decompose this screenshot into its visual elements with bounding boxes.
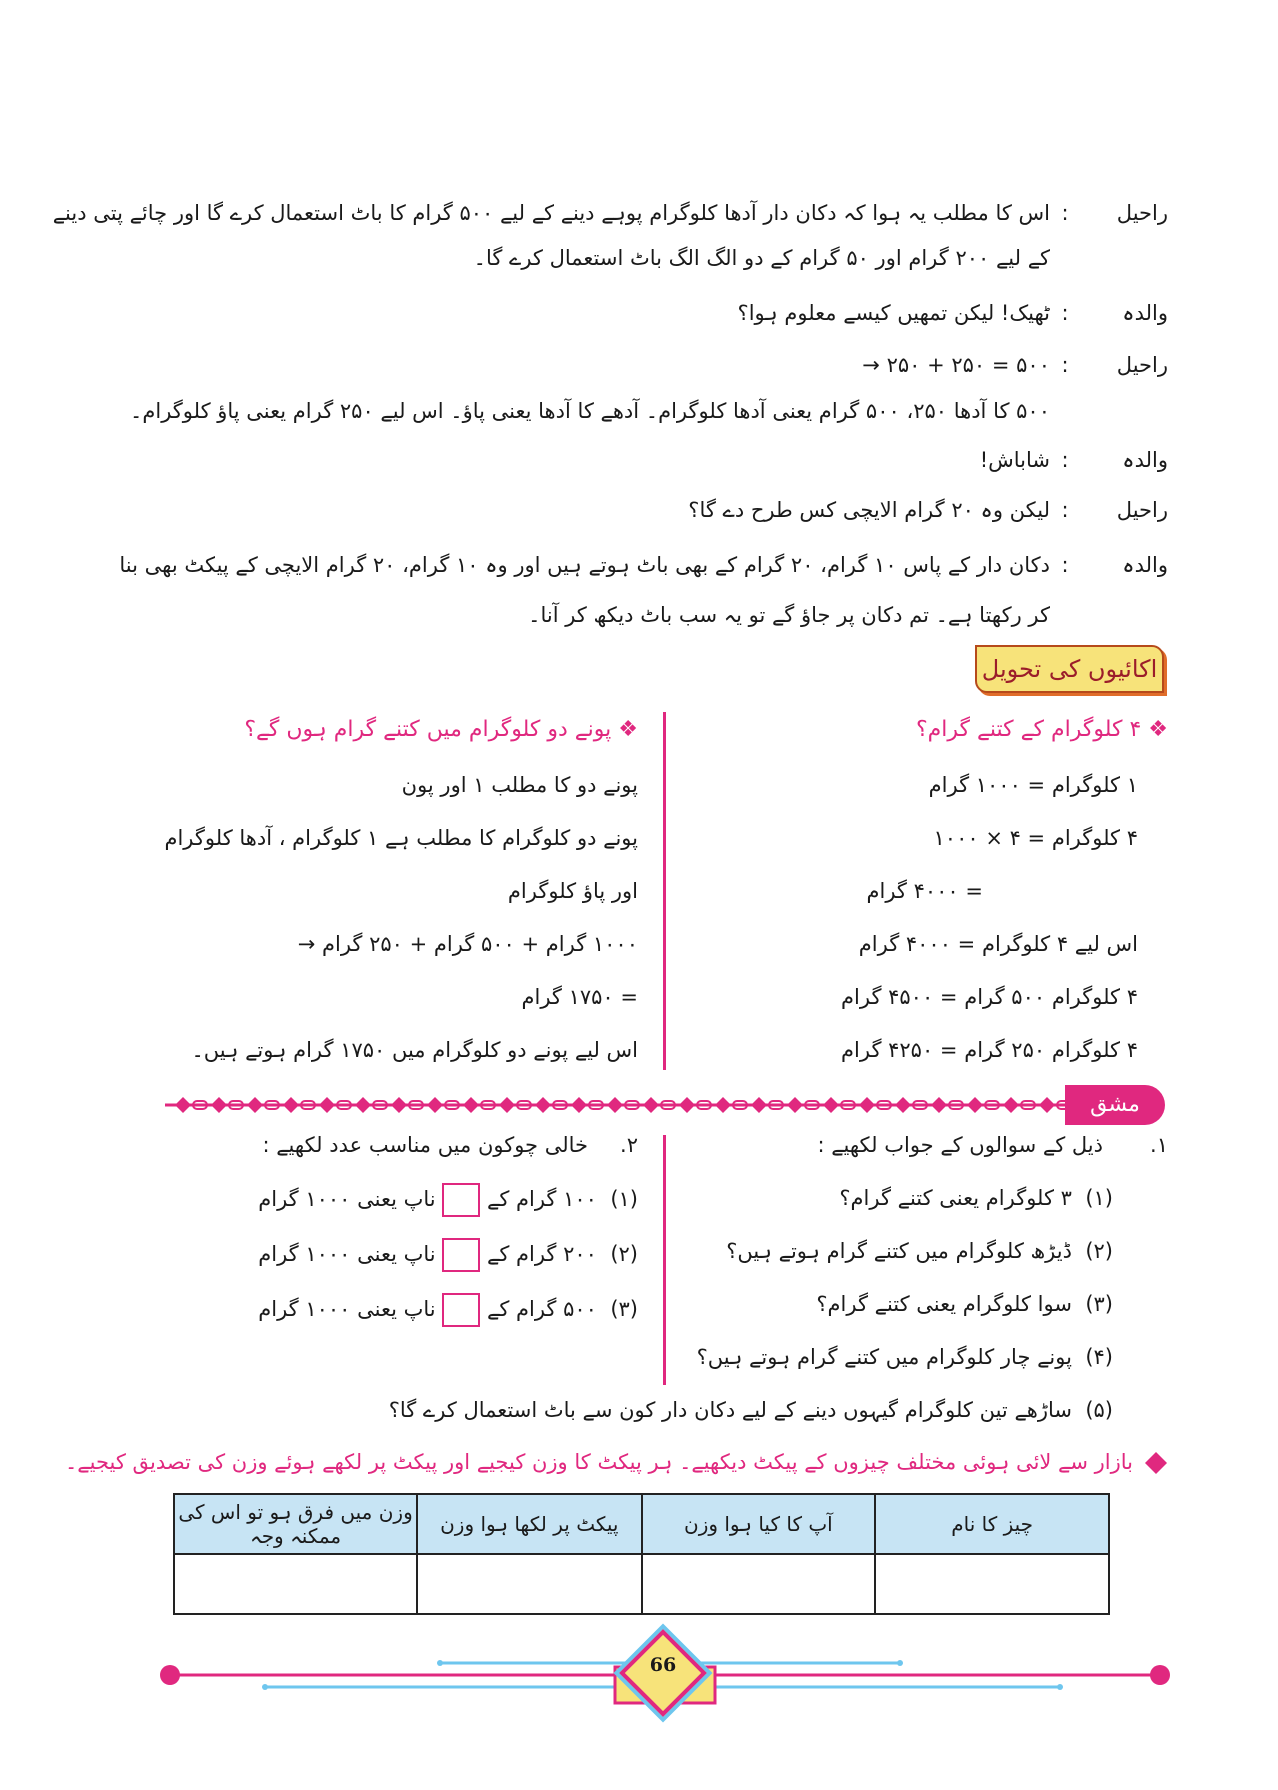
table-cell[interactable] [875, 1554, 1109, 1614]
chain-bead [643, 1097, 659, 1113]
table-header: آپ کا کیا ہوا وزن [642, 1494, 876, 1554]
dialog-line: راحیل:۵۰۰ = ۲۵۰ + ۲۵۰ → [862, 350, 1168, 380]
dialog-line [528, 600, 1050, 630]
answer-box[interactable] [442, 1293, 480, 1327]
calc-line: = ۱۷۵۰ گرام [521, 985, 638, 1009]
dialog-line: والدہ:دکان دار کے پاس ۱۰ گرام، ۲۰ گرام کے بھی باٹ ہوتے ہیں اور وہ ۱۰ گرام، ۲۰ گرام الایچی کے پیکٹ بھی بنا [119, 550, 1168, 580]
question-number: ۱. [1150, 1133, 1168, 1157]
chain-bead [391, 1097, 407, 1113]
calc-line: ۴ کلوگرام = ۴ × ۱۰۰۰ [933, 826, 1138, 850]
calc-line: اور پاؤ کلوگرام [507, 879, 638, 903]
speaker-name: راحیل [1116, 498, 1168, 522]
chain-bead [751, 1097, 767, 1113]
section-heading-text: اکائیوں کی تحویل [981, 655, 1158, 683]
list-item: (۴) پونے چار کلوگرام میں کتنے گرام ہوتے ہیں؟ [696, 1345, 1113, 1369]
chain-bead [1039, 1097, 1055, 1113]
chain-bead [571, 1097, 587, 1113]
chain-bead [823, 1097, 839, 1113]
list-item: (۳) سوا کلوگرام یعنی کتنے گرام؟ [816, 1292, 1113, 1316]
calc-line: اس لیے ۴ کلوگرام = ۴۰۰۰ گرام [858, 932, 1138, 956]
dialog-text: کر رکھتا ہے۔ تم دکان پر جاؤ گے تو یہ سب باٹ دیکھ کر آنا۔ [528, 603, 1050, 627]
list-item: (۲) ڈیڑھ کلوگرام میں کتنے گرام ہوتے ہیں؟ [726, 1239, 1113, 1263]
weight-table [173, 1493, 1110, 1615]
dialog-text: ٹھیک! لیکن تمھیں کیسے معلوم ہوا؟ [737, 301, 1050, 325]
dialog-line [130, 396, 1050, 426]
chain-bead [679, 1097, 695, 1113]
speaker-name: راحیل [1116, 201, 1168, 225]
chain-bead [247, 1097, 263, 1113]
block-title: ❖ پونے دو کلوگرام میں کتنے گرام ہوں گے؟ [244, 717, 638, 742]
dialog-text: لیکن وہ ۲۰ گرام الایچی کس طرح دے گا؟ [688, 498, 1050, 522]
chain-bead [715, 1097, 731, 1113]
dialog-line: والدہ:ٹھیک! لیکن تمھیں کیسے معلوم ہوا؟ [738, 298, 1168, 328]
table-cell[interactable] [174, 1554, 417, 1614]
question-number: ۲. [620, 1133, 638, 1157]
dialog-text: کے لیے ۲۰۰ گرام اور ۵۰ گرام کے دو الگ الگ باٹ استعمال کرے گا۔ [473, 246, 1050, 270]
chain-bead [463, 1097, 479, 1113]
dialog-text: دکان دار کے پاس ۱۰ گرام، ۲۰ گرام کے بھی باٹ ہوتے ہیں اور وہ ۱۰ گرام، ۲۰ گرام الایچی کے پیکٹ بھی بنا [119, 553, 1050, 577]
calc-line: ۴ کلوگرام ۵۰۰ گرام = ۴۵۰۰ گرام [841, 985, 1138, 1009]
exercise-label-text: مشق [1090, 1092, 1140, 1117]
chain-bead [1003, 1097, 1019, 1113]
table-header: پیکٹ پر لکھا ہوا وزن [417, 1494, 641, 1554]
table-cell[interactable] [417, 1554, 641, 1614]
dialog-text: ۵۰۰ = ۲۵۰ + ۲۵۰ → [862, 353, 1050, 377]
chain-bead [355, 1097, 371, 1113]
dialog-line: راحیل:اس کا مطلب یہ ہوا کہ دکان دار آدھا کلوگرام پوہے دینے کے لیے ۵۰۰ گرام کا باٹ استعمال کرے گا اور چائے پتی دینے [53, 198, 1168, 228]
speaker-name: والدہ [1122, 301, 1168, 325]
list-item: (۵) ساڑھے تین کلوگرام گیہوں دینے کے لیے دکان دار کون سے باٹ استعمال کرے گا؟ [388, 1398, 1113, 1422]
list-item: (۱) ۳ کلوگرام یعنی کتنے گرام؟ [839, 1186, 1113, 1210]
diamond-bullet-icon [1145, 1452, 1167, 1474]
question-intro: ذیل کے سوالوں کے جواب لکھیے : [817, 1133, 1103, 1157]
chain-bead [967, 1097, 983, 1113]
table-header: وزن میں فرق ہو تو اس کی ممکنہ وجہ [174, 1494, 417, 1554]
dialog-line [474, 243, 1050, 273]
activity-instruction: بازار سے لائی ہوئی مختلف چیزوں کے پیکٹ دیکھیے۔ ہر پیکٹ کا وزن کیجیے اور پیکٹ پر لکھے ہوئے وزن کی تصدیق کیجیے۔ [65, 1450, 1133, 1474]
chain-bead [859, 1097, 875, 1113]
chain-bead [319, 1097, 335, 1113]
chain-bead [499, 1097, 515, 1113]
calc-line: پونے دو کلوگرام کا مطلب ہے ۱ کلوگرام ، آدھا کلوگرام [164, 826, 638, 850]
chain-bead [211, 1097, 227, 1113]
calc-line: ۱ کلوگرام = ۱۰۰۰ گرام [928, 773, 1138, 797]
calc-line: پونے دو کا مطلب ۱ اور پون [401, 773, 638, 797]
chain-bead [535, 1097, 551, 1113]
section-heading [975, 645, 1164, 693]
dialog-line: والدہ:شاباش! [980, 445, 1168, 475]
calc-line: = ۴۰۰۰ گرام [866, 879, 983, 903]
chain-divider [165, 1090, 1075, 1120]
fill-item: (۲) ۲۰۰ گرام کے ناپ یعنی ۱۰۰۰ گرام [258, 1238, 638, 1272]
calc-line: ۴ کلوگرام ۲۵۰ گرام = ۴۲۵۰ گرام [841, 1038, 1138, 1062]
column-divider [663, 1135, 666, 1385]
chain-bead [787, 1097, 803, 1113]
column-divider [663, 712, 666, 1070]
chain-bead [427, 1097, 443, 1113]
table-cell[interactable] [642, 1554, 876, 1614]
table-header-row [174, 1494, 1109, 1554]
answer-box[interactable] [442, 1238, 480, 1272]
question-intro: خالی چوکون میں مناسب عدد لکھیے : [262, 1133, 588, 1157]
table-row [174, 1554, 1109, 1614]
chain-bead [931, 1097, 947, 1113]
dialog-line: راحیل:لیکن وہ ۲۰ گرام الایچی کس طرح دے گا؟ [688, 495, 1168, 525]
calc-line: اس لیے پونے دو کلوگرام میں ۱۷۵۰ گرام ہوتے ہیں۔ [191, 1038, 638, 1062]
fill-item: (۱) ۱۰۰ گرام کے ناپ یعنی ۱۰۰۰ گرام [258, 1183, 638, 1217]
dialog-text: ۵۰۰ کا آدھا ۲۵۰، ۵۰۰ گرام یعنی آدھا کلوگرام۔ آدھے کا آدھا یعنی پاؤ۔ اس لیے ۲۵۰ گرام یعنی پاؤ کلوگرام۔ [130, 399, 1050, 423]
fill-item: (۳) ۵۰۰ گرام کے ناپ یعنی ۱۰۰۰ گرام [258, 1293, 638, 1327]
speaker-name: والدہ [1122, 553, 1168, 577]
dialog-text: اس کا مطلب یہ ہوا کہ دکان دار آدھا کلوگرام پوہے دینے کے لیے ۵۰۰ گرام کا باٹ استعمال کرے گا اور چائے پتی دینے [52, 201, 1050, 225]
page-number: 66 [649, 1654, 677, 1676]
chain-bead [895, 1097, 911, 1113]
speaker-name: والدہ [1122, 448, 1168, 472]
block-title: ❖ ۴ کلوگرام کے کتنے گرام؟ [915, 717, 1168, 742]
chain-bead [175, 1097, 191, 1113]
exercise-label [1065, 1085, 1165, 1125]
chain-bead [283, 1097, 299, 1113]
speaker-name: راحیل [1116, 353, 1168, 377]
table-header: چیز کا نام [875, 1494, 1109, 1554]
chain-bead [607, 1097, 623, 1113]
calc-line: ۱۰۰۰ گرام + ۵۰۰ گرام + ۲۵۰ گرام → [297, 932, 638, 956]
dialog-text: شاباش! [979, 448, 1050, 472]
answer-box[interactable] [442, 1183, 480, 1217]
